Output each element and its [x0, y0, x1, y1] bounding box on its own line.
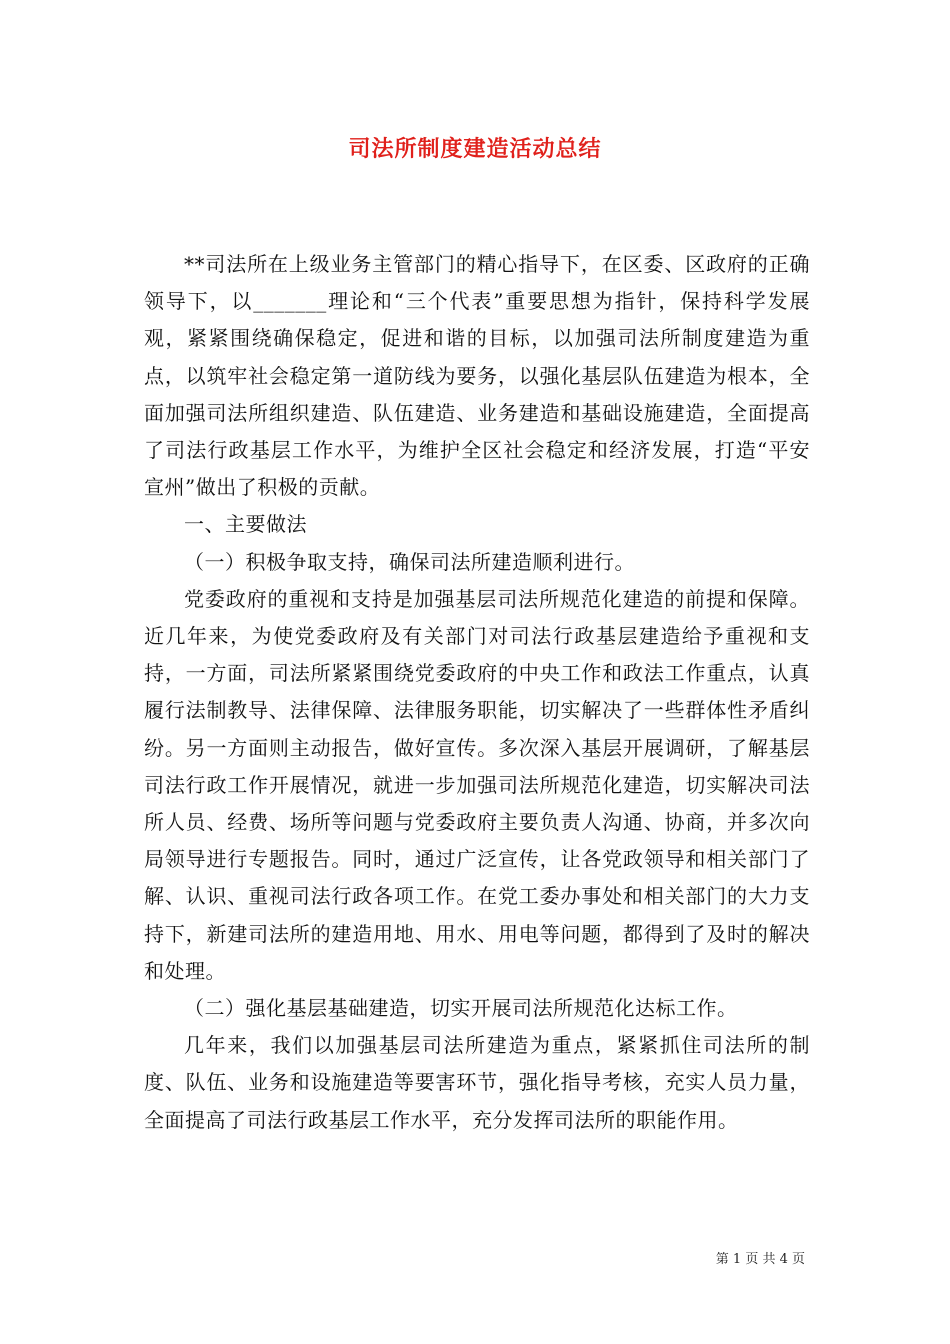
paragraph-support: 党委政府的重视和支持是加强基层司法所规范化建造的前提和保障。近几年来，为使党委政府及有关部门对司法行政基层建造给予重视和支持，一方面，司法所紧紧围绕党委政府的中央工作和政法工作重点，认真履行法制教导、法律保障、法律服务职能，切实解决了一些群体性矛盾纠纷。另一方面则主动报告，做好宣传。多次深入基层开展调研，了解基层司法行政工作开展情况，就进一步加强司法所规范化建造，切实解决司法所人员、经费、场所等问题与党委政府主要负责人沟通、协商，并多次向局领导进行专题报告。同时，通过广泛宣传，让各党政领导和相关部门了解、认识、重视司法行政各项工作。在党工委办事处和相关部门的大力支持下，新建司法所的建造用地、用水、用电等问题，都得到了及时的解决和处理。 [144, 586, 810, 983]
subsection-heading-1: （一）积极争取支持，确保司法所建造顺利进行。 [184, 549, 635, 574]
paragraph-infrastructure: 几年来，我们以加强基层司法所建造为重点，紧紧抓住司法所的制度、队伍、业务和设施建造等要害环节，强化指导考核，充实人员力量，全面提高了司法行政基层工作水平，充分发挥司法所的职能作用。 [144, 1033, 810, 1132]
document-title: 司法所制度建造活动总结 [348, 136, 602, 162]
page-number: 第 1 页 共 4 页 [715, 1252, 805, 1267]
document-body [144, 246, 810, 1139]
section-heading-main-practices: 一、主要做法 [184, 512, 307, 537]
paragraph-intro: **司法所在上级业务主管部门的精心指导下，在区委、区政府的正确领导下，以_______理论和“三个代表”重要思想为指针，保持科学发展观，紧紧围绕确保稳定，促进和谐的目标，以加强司法所制度建造为重点，以筑牢社会稳定第一道防线为要务，以强化基层队伍建造为根本，全面加强司法所组织建造、队伍建造、业务建造和基础设施建造，全面提高了司法行政基层工作水平，为维护全区社会稳定和经济发展，打造“平安宣州”做出了积极的贡献。 [144, 252, 810, 500]
subsection-heading-2: （二）强化基层基础建造，切实开展司法所规范化达标工作。 [184, 996, 738, 1021]
